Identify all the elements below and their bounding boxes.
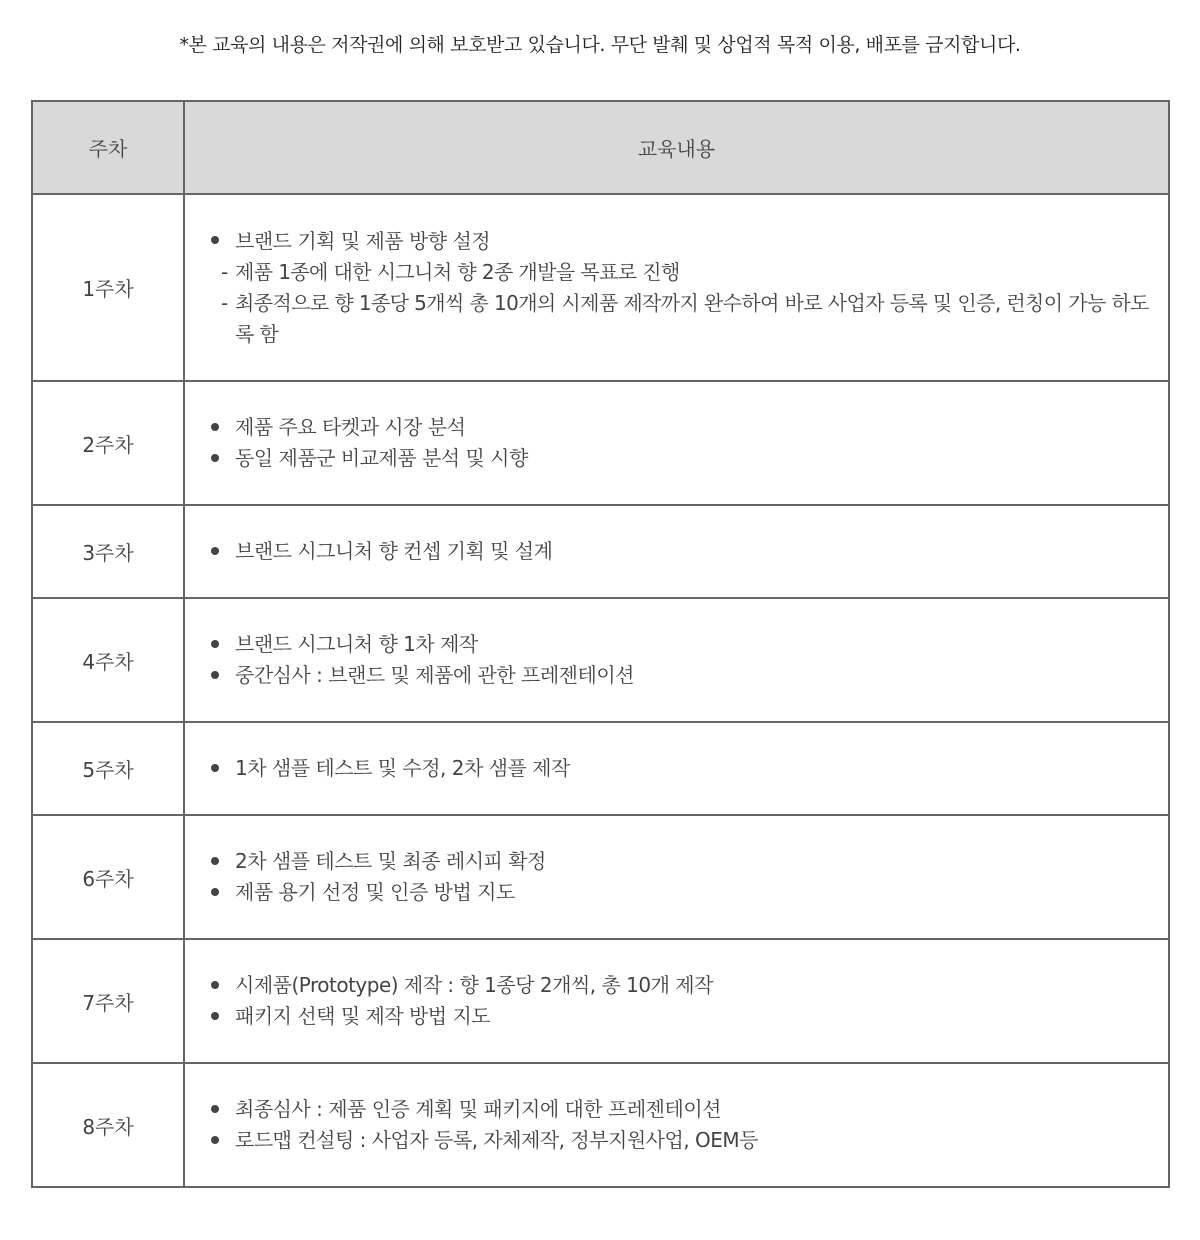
list-item-text: 로드맵 컨설팅 : 사업자 등록, 자체제작, 정부지원사업, OEM등 [235, 1128, 758, 1152]
list-item [209, 877, 1156, 908]
list-item-text: 2차 샘플 테스트 및 최종 레시피 확정 [235, 849, 546, 873]
bullet-icon [209, 412, 235, 443]
table-row [32, 722, 1169, 815]
list-item-text: 최종심사 : 제품 인증 계획 및 패키지에 대한 프레젠테이션 [235, 1097, 721, 1121]
list-item-text: 브랜드 시그니처 향 1차 제작 [235, 632, 478, 656]
list-item [209, 443, 1156, 474]
week-label: 1주차 [32, 194, 184, 381]
week-content [184, 194, 1169, 381]
week-label: 8주차 [32, 1063, 184, 1187]
bullet-icon [209, 226, 235, 257]
bullet-icon [209, 846, 235, 877]
list-item [209, 753, 1156, 784]
table-header-row [32, 101, 1169, 194]
week-label: 3주차 [32, 505, 184, 598]
curriculum-table [31, 100, 1170, 1188]
header-week: 주차 [32, 101, 184, 194]
bullet-icon [209, 536, 235, 567]
week-content [184, 1063, 1169, 1187]
week-content [184, 598, 1169, 722]
bullet-icon [209, 443, 235, 474]
list-item [209, 536, 1156, 567]
bullet-icon [209, 1094, 235, 1125]
table-row [32, 381, 1169, 505]
list-item [209, 970, 1156, 1001]
sub-item: - 최종적으로 향 1종당 5개씩 총 10개의 시제품 제작까지 완수하여 바로 사업자 등록 및 인증, 런칭이 가능 하도록 함 [209, 288, 1156, 350]
list-item [209, 1125, 1156, 1156]
week-label: 7주차 [32, 939, 184, 1063]
table-row [32, 505, 1169, 598]
table-row [32, 939, 1169, 1063]
table-row [32, 194, 1169, 381]
list-item-text: 중간심사 : 브랜드 및 제품에 관한 프레젠테이션 [235, 663, 634, 687]
week-label: 5주차 [32, 722, 184, 815]
week-content [184, 505, 1169, 598]
list-item-text: 제품 주요 타켓과 시장 분석 [235, 415, 466, 439]
week-content [184, 722, 1169, 815]
week-content [184, 939, 1169, 1063]
list-item-text: 제품 용기 선정 및 인증 방법 지도 [235, 880, 515, 904]
list-item-text: 브랜드 기획 및 제품 방향 설정 [235, 228, 491, 253]
sub-item: - 제품 1종에 대한 시그니처 향 2종 개발을 목표로 진행 [209, 257, 1156, 288]
bullet-icon [209, 1125, 235, 1156]
list-item [209, 629, 1156, 660]
list-item [209, 846, 1156, 877]
week-label: 6주차 [32, 815, 184, 939]
list-item [209, 1001, 1156, 1032]
header-content: 교육내용 [184, 101, 1169, 194]
list-item-text: 1차 샘플 테스트 및 수정, 2차 샘플 제작 [235, 756, 570, 780]
bullet-icon [209, 970, 235, 1001]
week-content [184, 815, 1169, 939]
list-item-text: 시제품(Prototype) 제작 : 향 1종당 2개씩, 총 10개 제작 [235, 973, 713, 997]
list-item-text: 브랜드 시그니처 향 컨셉 기획 및 설계 [235, 539, 553, 563]
sub-item-text: 최종적으로 향 1종당 5개씩 총 10개의 시제품 제작까지 완수하여 바로 사업자 등록 및 인증, 런칭이 가능 하도록 함 [235, 290, 1149, 346]
week-label: 2주차 [32, 381, 184, 505]
list-item [209, 1094, 1156, 1125]
copyright-notice: *본 교육의 내용은 저작권에 의해 보호받고 있습니다. 무단 발췌 및 상업적 목적 이용, 배포를 금지합니다. [179, 34, 1021, 56]
table-row [32, 598, 1169, 722]
sub-item-text: 제품 1종에 대한 시그니처 향 2종 개발을 목표로 진행 [235, 259, 680, 284]
bullet-icon [209, 660, 235, 691]
bullet-icon [209, 629, 235, 660]
list-item [209, 226, 1156, 257]
list-item-text: 패키지 선택 및 제작 방법 지도 [235, 1004, 491, 1028]
list-item-text: 동일 제품군 비교제품 분석 및 시향 [235, 446, 528, 470]
table-row [32, 815, 1169, 939]
bullet-icon [209, 753, 235, 784]
week-content [184, 381, 1169, 505]
bullet-icon [209, 1001, 235, 1032]
list-item [209, 412, 1156, 443]
bullet-icon [209, 877, 235, 908]
list-item [209, 660, 1156, 691]
table-row [32, 1063, 1169, 1187]
week-label: 4주차 [32, 598, 184, 722]
